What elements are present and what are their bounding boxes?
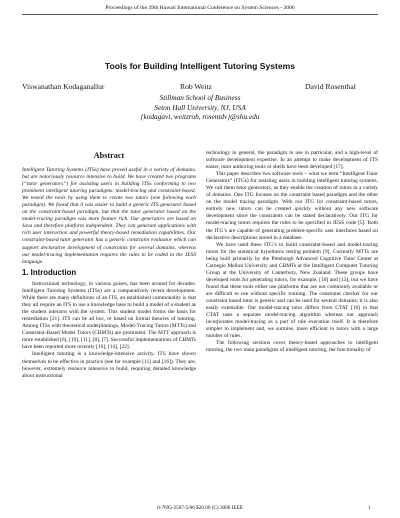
author-emails: {kodagavi, weitzrob, rosentdv}@shu.edu [140, 112, 260, 122]
header-rule [22, 14, 378, 15]
body-paragraph: Instructional technology, in various guises, has been around for decades. Intelligent Tutoring Systems (ITSs) are a comparatively recent development. While there are many definitions of an ITS, an established commonality is that they all require an ITS to use a knowledge base to build a model of a student as the student interacts with the system. This student model forms the basis for remediation [21]. ITS can be ad hoc, or based on formal theories of tutoring. Among ITSs with theoretical underpinnings, Model-Tracing Tutors (MTTs) and Constraint-Based Model Tutors (CBMTs) are prominent. The MTT approach is more established [6], [19], [11], [8], [7]. Successful implementations of CBMTs have been reported more recently [16], [14], [22]. [22, 281, 196, 351]
paper-title: Tools for Building Intelligent Tutoring Systems [104, 61, 296, 71]
body-paragraph: The following sections cover theory-based approaches to intelligent tutoring, the two main paradigms of intelligent tutoring, the functionality of [206, 340, 378, 354]
right-column-body [206, 150, 378, 354]
page-number: 1 [368, 505, 371, 511]
author-line [0, 82, 400, 92]
author-2: Rob Weitz [180, 82, 212, 91]
abstract-text: Intelligent Tutoring Systems (ITSs) have proved useful in a variety of domains, but are notoriously resource intensive to build. We have created two programs (“tutor generators”) for assisting users in building ITSs conforming to two prominent intelligent tutoring paradigms: model-tracing and constraint-based. We tested the tools by using them to create two tutors (one following each paradigm). We found that it was easier to build a generic ITS generator based on the constraint-based paradigm, but that the tutor generator based on the model-tracing paradigm was more feature rich. Our generators are based on Java and therefore platform independent. They can generate applications with rich user interaction and powerful theory-based remediation capabilities. Our constraint-based tutor generator has a generic constraint evaluator which can support declarative development of constraints for several domains, whereas our model-tracing implementation requires the rules to be coded in the JESS language. [22, 167, 196, 265]
introduction-heading: 1. Introduction [22, 268, 77, 277]
author-1: Viswanathan Kodaganallur [22, 82, 105, 91]
affiliation-school: Stillman School of Business [159, 93, 241, 102]
affiliation [0, 93, 400, 122]
abstract-heading: Abstract [93, 151, 125, 160]
body-paragraph: We have used these ITG’s to build constraint-based and model-tracing tutors for the statistical hypothesis testing problem [9]. Currently MTTs are being built primarily by the Pittsburgh Advanced Cognitive Tutor Center at Carnegie Mellon University and CBMTs at the Intelligent Computer Tutoring Group at the University of Canterbury, New Zealand. These groups have developed tools for generating tutors, for example, [10] and [13], but we have found that these tools either use platforms that are not commonly available or are difficult to use without specific training. The constraint checker for our constraint based tutor is generic and can be used for several domains; it is also easily extensible. Our model-tracing tutor differs from CTAT [10] in that CTAT uses a separate model-tracing algorithm whereas our approach incorporates model-tracing as a part of rule execution itself. It is therefore simpler to implement and, we surmise, more efficient in tutors with a large number of rules. [206, 241, 378, 340]
author-3: David Rosenthal [305, 82, 356, 91]
footer-isbn: 0-7695-2507-5/06 $20.00 (C) 2006 IEEE [157, 505, 243, 511]
introduction-body [22, 281, 196, 380]
affiliation-university: Seton Hall University, NJ, USA [154, 102, 246, 112]
body-paragraph: Intelligent tutoring is a knowledge-intensive activity. ITS have shown themselves to be effective in practice (see for example [11] and [16]). They are, however, extremely resource intensive to build, requiring detailed knowledge about instructional [22, 351, 196, 379]
body-paragraph: This paper describes two software tools – what we term “Intelligent Tutor Generators” (ITGs) for assisting users in building intelligent tutoring systems. We call them tutor generators, as they enable the creation of tutors in a variety of domains. One ITG focuses on the constraint based paradigm and the other on the model tracing paradigm. With our ITG for constraint-based tutors, entirely new tutors can be created quickly without any new software development since the constraints can be stated declaratively. Our ITG for model-tracing tutors requires the rules to be specified in JESS code [5]. Both the ITG’s are capable of generating problem-specific user interfaces based on declarative descriptions stored in a database. [206, 171, 378, 241]
proceedings-header: Proceedings of the 39th Hawaii International Conference on System Sciences - 2006 [105, 5, 295, 11]
body-paragraph: technology in general, the paradigm in use in particular, and a high-level of software development expertise. In an attempt to make development of ITS easier, tutor authoring tools or shells have been developed [17]. [206, 150, 378, 171]
